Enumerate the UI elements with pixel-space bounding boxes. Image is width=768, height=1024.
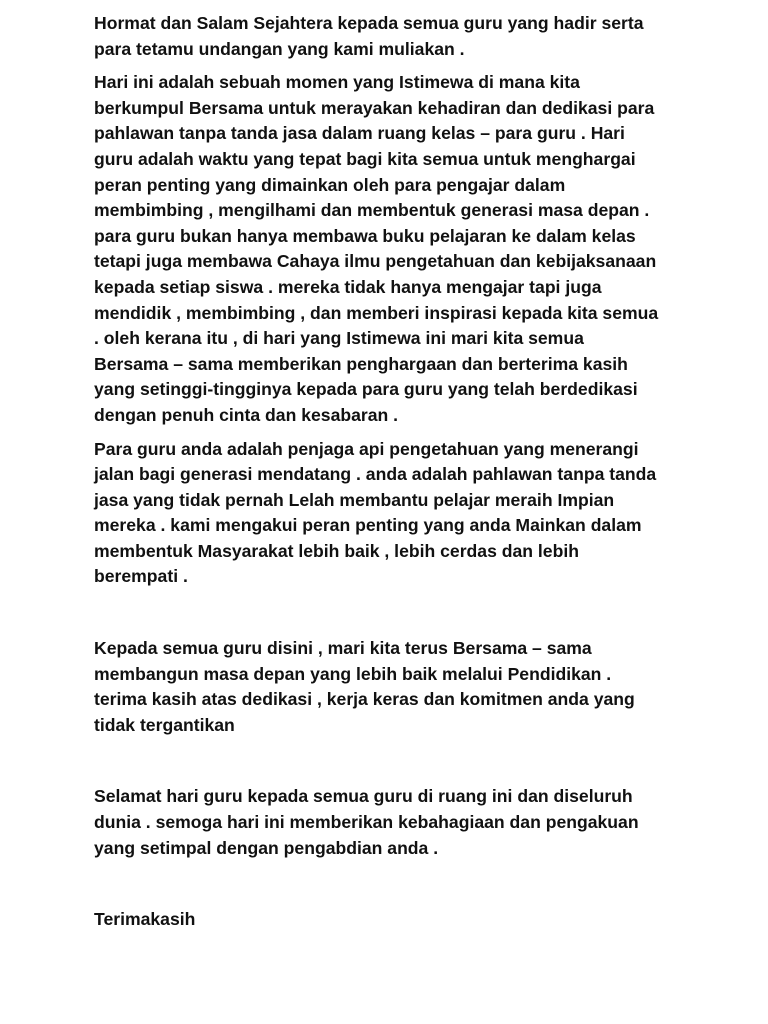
body-paragraph-1: Hari ini adalah sebuah momen yang Istimewa di mana kita berkumpul Bersama untuk merayakan kehadiran dan dedikasi para pahlawan tanpa tanda jasa dalam ruang kelas – para guru . Hari guru adalah waktu yang tepat bagi kita semua untuk menghargai peran penting yang dimainkan oleh para pengajar dalam membimbing , mengilhami dan membentuk generasi masa depan . para guru bukan hanya membawa buku pelajaran ke dalam kelas tetapi juga membawa Cahaya ilmu pengetahuan dan kebijaksanaan kepada setiap siswa . mereka tidak hanya mengajar tapi juga mendidik , membimbing , dan memberi inspirasi kepada kita semua . oleh kerana itu , di hari yang Istimewa ini mari kita semua Bersama – sama memberikan penghargaan dan berterima kasih yang setinggi-tingginya kepada para guru yang telah berdedikasi dengan penuh cinta dan kesabaran .: [94, 72, 659, 425]
closing-line: Terimakasih: [94, 909, 196, 930]
spacer: [94, 429, 684, 437]
spacer: [94, 738, 684, 784]
spacer: [94, 62, 684, 70]
spacer: [94, 590, 684, 636]
greeting-paragraph: Hormat dan Salam Sejahtera kepada semua guru yang hadir serta para tetamu undangan yang kami muliakan .: [94, 13, 644, 59]
body-paragraph-4: Selamat hari guru kepada semua guru di ruang ini dan diseluruh dunia . semoga hari ini memberikan kebahagiaan dan pengakuan yang setimpal dengan pengabdian anda .: [94, 786, 639, 858]
spacer: [94, 861, 684, 907]
body-paragraph-3: Kepada semua guru disini , mari kita terus Bersama – sama membangun masa depan yang lebih baik melalui Pendidikan . terima kasih atas dedikasi , kerja keras dan komitmen anda yang tidak tergantikan: [94, 638, 635, 735]
body-paragraph-2: Para guru anda adalah penjaga api pengetahuan yang menerangi jalan bagi generasi mendatang . anda adalah pahlawan tanpa tanda jasa yang tidak pernah Lelah membantu pelajar meraih Impian mereka . kami mengakui peran penting yang anda Mainkan dalam membentuk Masyarakat lebih baik , lebih cerdas dan lebih berempati .: [94, 438, 657, 587]
document-page: [94, 11, 684, 933]
